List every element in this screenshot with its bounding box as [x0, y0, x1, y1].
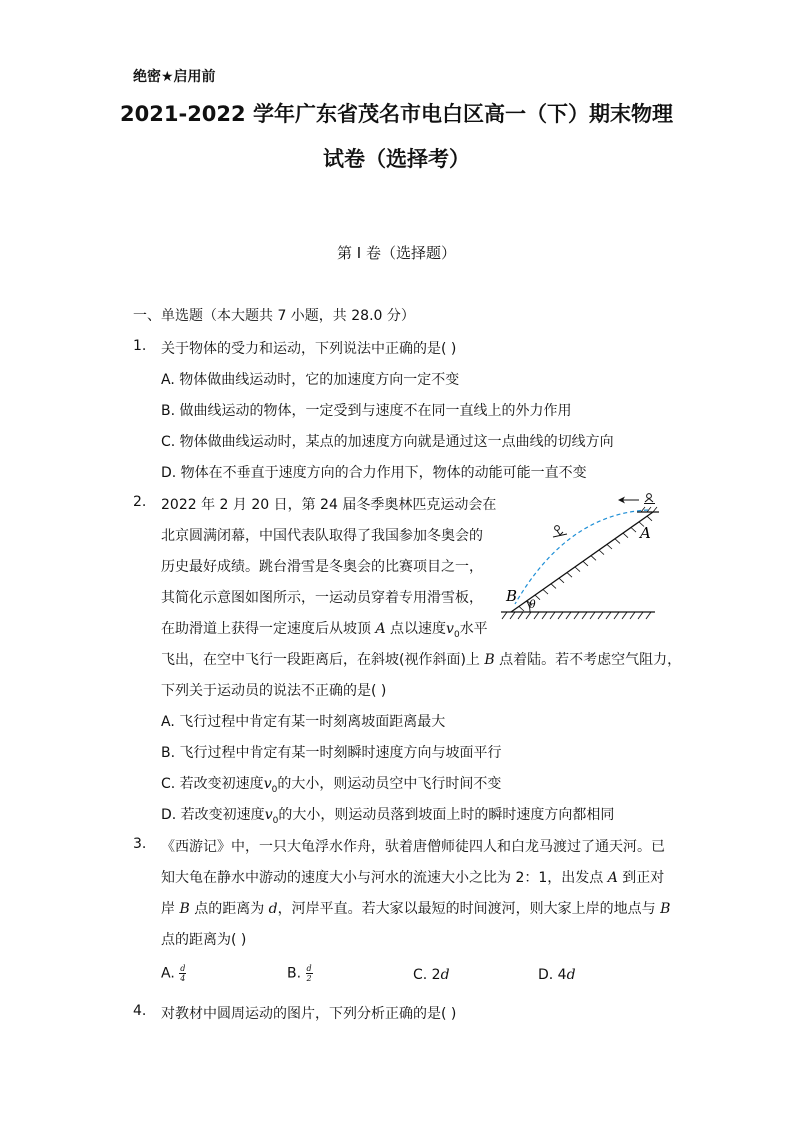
top-platform-hatching [641, 507, 657, 512]
q1-option-a: A. 物体做曲线运动时，它的加速度方向一定不变 [161, 372, 460, 388]
q2-line3: 历史最好成绩。跳台滑雪是冬奥会的比赛项目之一， [161, 559, 483, 575]
q4-stem: 对教材中圆周运动的图片，下列分析正确的是( ) [161, 1006, 457, 1022]
q2-line6: 飞出，在空中飞行一段距离后，在斜坡(视作斜面)上 B 点着陆。若不考虑空气阻力， [161, 652, 682, 668]
q2-number: 2. [133, 494, 147, 510]
q2-line2: 北京圆满闭幕，中国代表队取得了我国参加冬奥会的 [161, 528, 483, 544]
q3-line1: 《西游记》中，一只大龟浮水作舟，驮着唐僧师徒四人和白龙马渡过了通天河。已 [161, 839, 665, 855]
q2-line4: 其简化示意图如图所示，一运动员穿着专用滑雪板， [161, 590, 483, 606]
q3-option-a-fraction: $\frac{d}{4}$ [180, 964, 186, 983]
q3-number: 3. [133, 836, 147, 852]
skier-air-icon [553, 526, 567, 537]
volume-heading: 第 I 卷（选择题） [337, 244, 456, 262]
label-theta: θ [529, 598, 536, 611]
exam-title-line2: 试卷（选择考） [323, 147, 470, 171]
slope-line [511, 512, 653, 612]
q2-line7: 下列关于运动员的说法不正确的是( ) [161, 683, 387, 699]
q2-option-c: C. 若改变初速度$v_0$的大小，则运动员空中飞行时间不变 [161, 776, 502, 795]
trajectory-dashed [515, 510, 648, 604]
q3-line4: 点的距离为( ) [161, 932, 247, 948]
q2-line1: 2022 年 2 月 20 日，第 24 届冬季奥林匹克运动会在 [161, 497, 497, 513]
q1-number: 1. [133, 338, 147, 354]
ground-hatching [502, 612, 651, 619]
slope-hatching [519, 516, 652, 611]
q3-option-b: B. $\frac{d}{2}$ [287, 964, 312, 983]
q1-option-d: D. 物体在不垂直于速度方向的合力作用下，物体的动能可能一直不变 [161, 465, 587, 481]
q3-option-d: D. 4d [538, 967, 576, 983]
q1-stem: 关于物体的受力和运动，下列说法中正确的是( ) [161, 341, 457, 357]
label-A: A [640, 524, 651, 542]
section-heading: 一、单选题（本大题共 7 小题，共 28.0 分） [133, 308, 415, 324]
q2-line5: 在助滑道上获得一定速度后从坡顶 A 点以速度$v_0$水平 [161, 621, 488, 640]
q2-option-d: D. 若改变初速度$v_0$的大小，则运动员落到坡面上时的瞬时速度方向都相同 [161, 807, 615, 826]
q2-option-b: B. 飞行过程中肯定有某一时刻瞬时速度方向与坡面平行 [161, 745, 502, 761]
exam-title-line1: 2021-2022 学年广东省茂名市电白区高一（下）期末物理 [120, 102, 673, 126]
q3-option-a: A. $\frac{d}{4}$ [161, 964, 186, 983]
q3-line3: 岸 B 点的距离为 d，河岸平直。若大家以最短的时间渡河，则大家上岸的地点与 B [161, 901, 671, 917]
q3-option-c: C. 2d [413, 967, 450, 983]
q1-option-b: B. 做曲线运动的物体，一定受到与速度不在同一直线上的外力作用 [161, 403, 572, 419]
ski-jump-diagram [497, 486, 663, 626]
q3-line2: 知大龟在静水中游动的速度大小与河水的流速大小之比为 2：1，出发点 A 到正对 [161, 870, 665, 886]
q2-option-a: A. 飞行过程中肯定有某一时刻离坡面距离最大 [161, 714, 446, 730]
skier-top-icon [644, 494, 655, 504]
q4-number: 4. [133, 1003, 147, 1019]
confidential-mark: 绝密★启用前 [133, 69, 216, 85]
q3-option-b-fraction: $\frac{d}{2}$ [306, 964, 312, 983]
label-B: B [506, 587, 518, 605]
q1-option-c: C. 物体做曲线运动时，某点的加速度方向就是通过这一点曲线的切线方向 [161, 434, 614, 450]
